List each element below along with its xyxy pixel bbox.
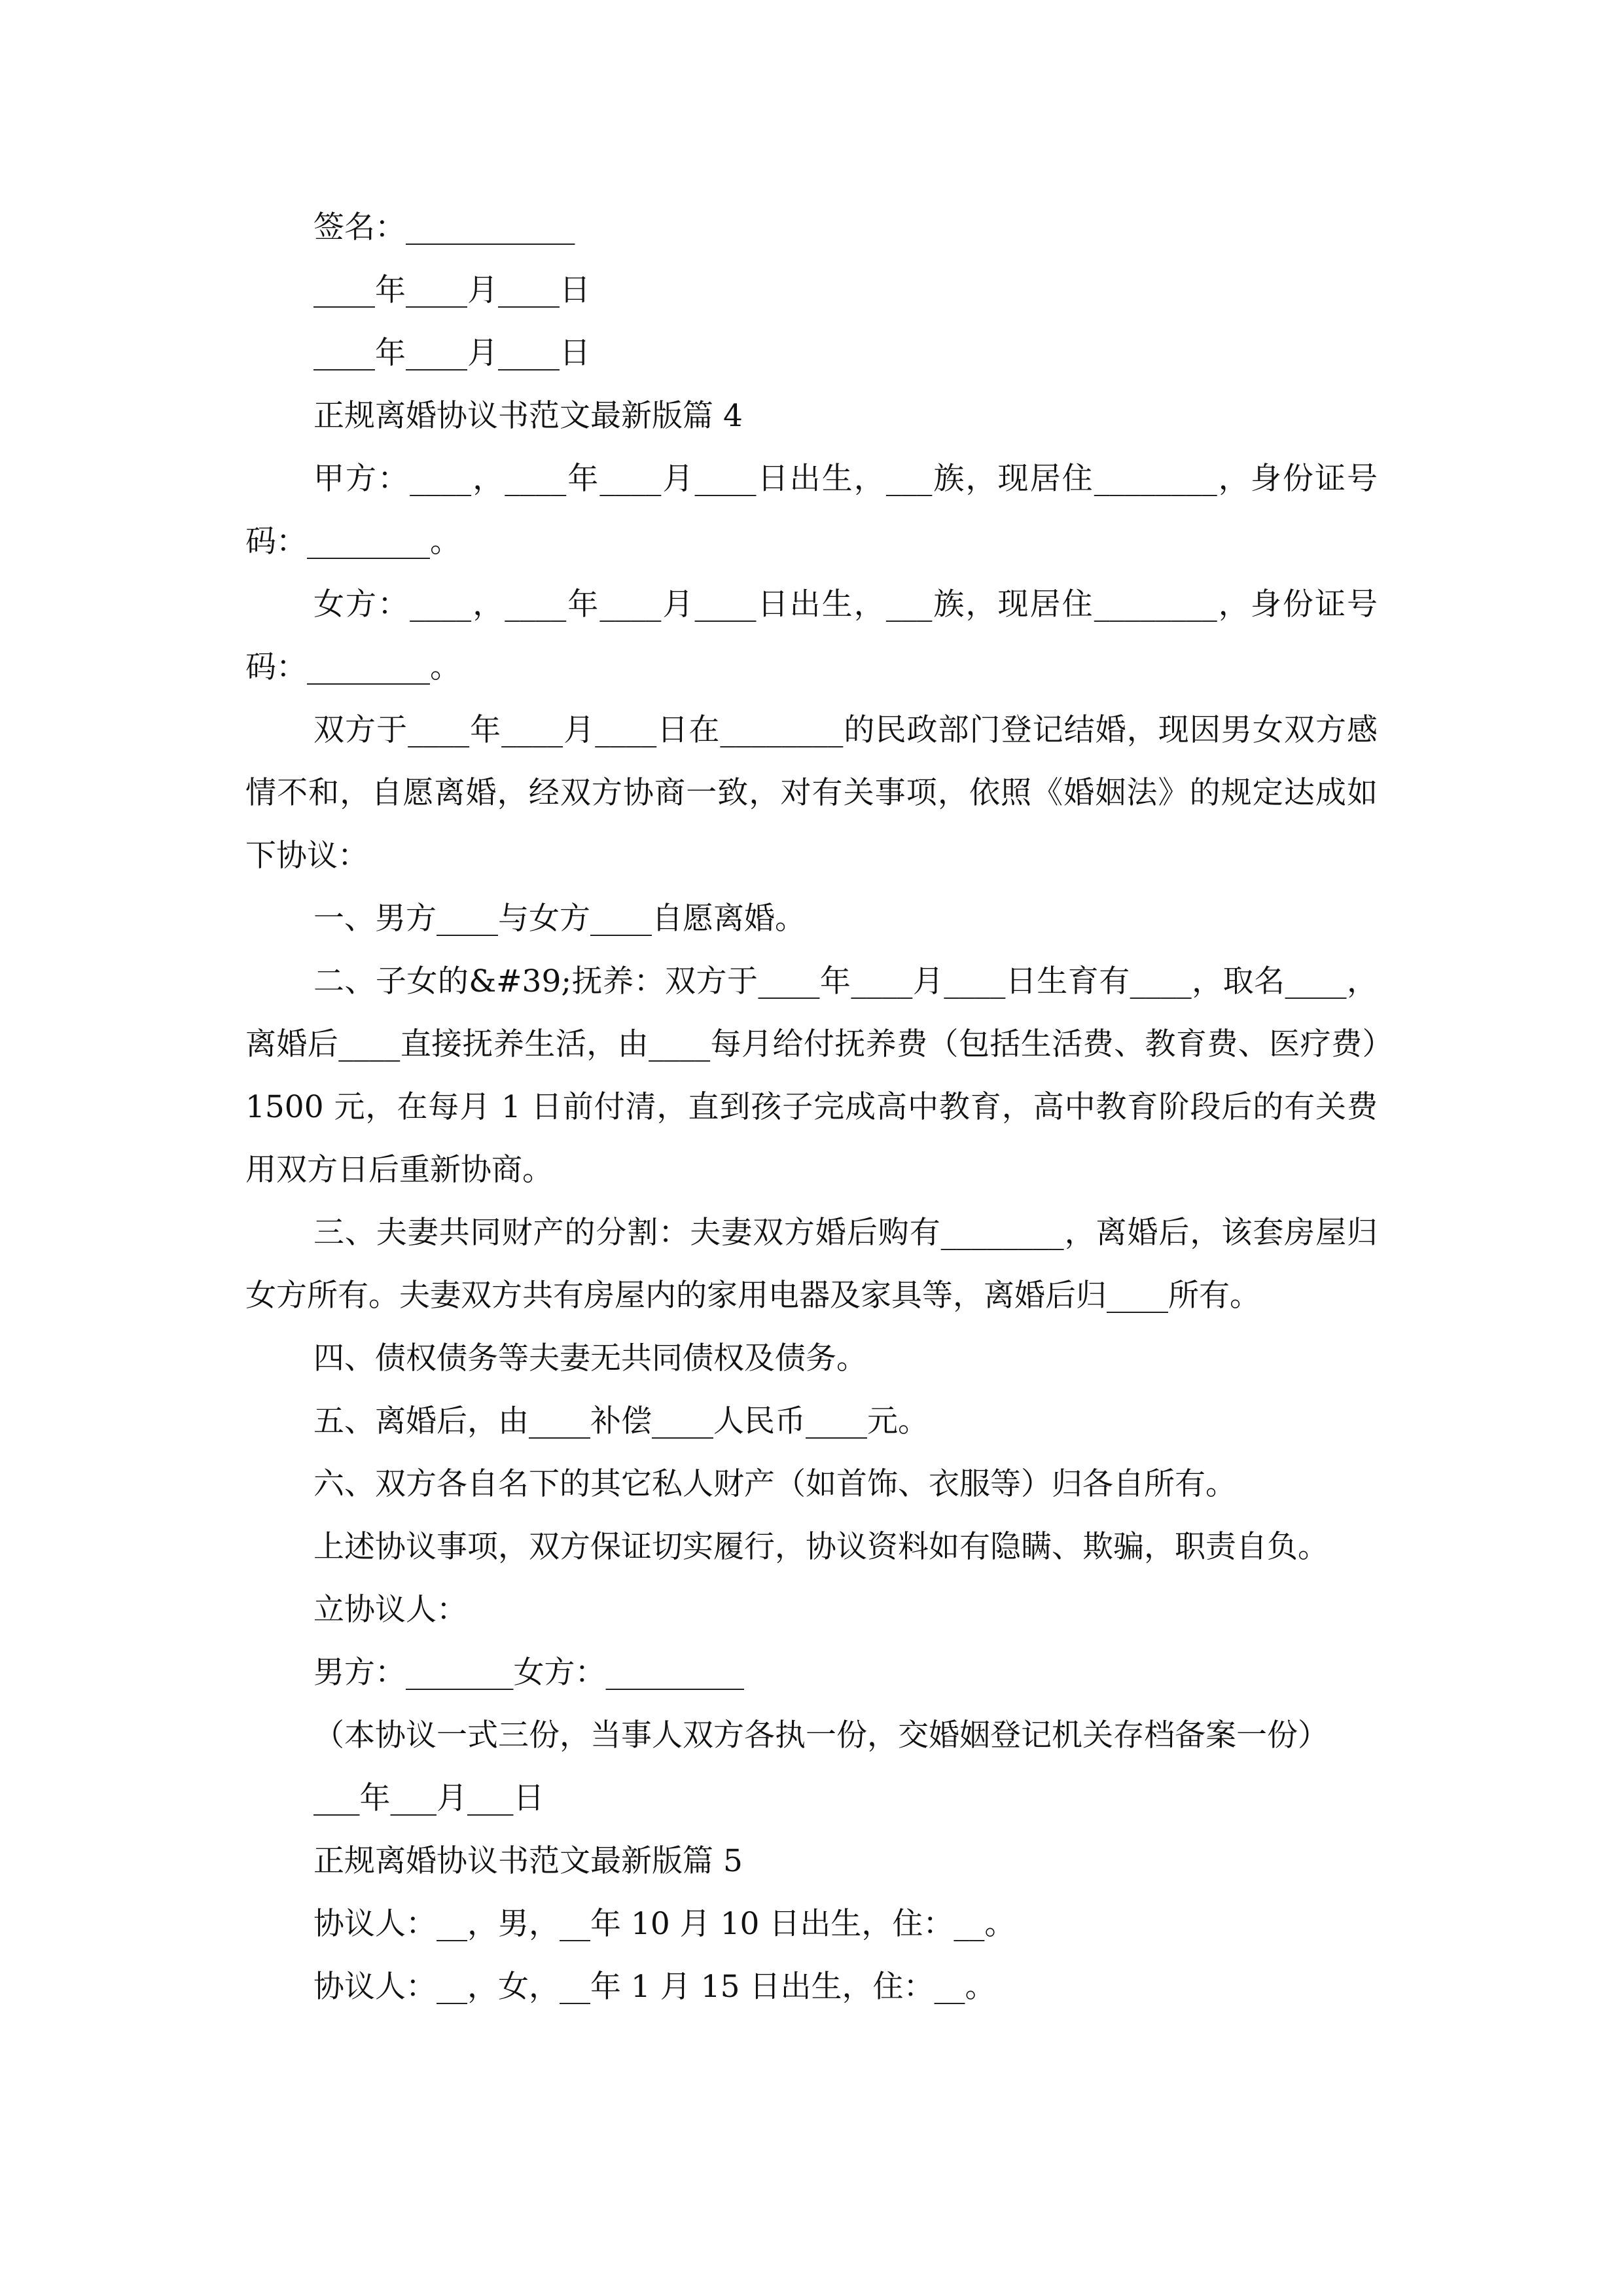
party-b-info: 女方：____，____年____月____日出生，___族，现居住________，身份证号码：________。 — [245, 586, 1378, 685]
guarantee-statement: 上述协议事项，双方保证切实履行，协议资料如有隐瞒、欺骗，职责自负。 — [313, 1529, 1329, 1565]
signatories-label: 立协议人： — [313, 1592, 467, 1628]
party-info: 协议人：__，男，__年 10 月 10 日出生，住：__。 — [313, 1906, 1016, 1942]
marriage-paragraph: 双方于____年____月____日在________的民政部门登记结婚，现因男女双方感情不和，自愿离婚，经双方协商一致，对有关事项，依照《婚姻法》的规定达成如下协议： — [245, 712, 1378, 874]
party-info: 协议人：__，女，__年 1 月 15 日出生，住：__。 — [313, 1969, 996, 2005]
clause-4: 四、债权债务等夫妻无共同债权及债务。 — [313, 1340, 867, 1376]
clause-2: 二、子女的&#39;抚养：双方于____年____月____日生育有____，取名____，离婚后____直接抚养生活，由____每月给付抚养费（包括生活费、教育费、医疗费）1500 元，在每月 1 日前付清，直到孩子完成高中教育，高中教育阶段后的有关费用双方日后重新协商。 — [245, 963, 1378, 1188]
section-title: 正规离婚协议书范文最新版篇 5 — [313, 1843, 743, 1879]
date-line: ___年___月___日 — [313, 1780, 544, 1816]
clause-3: 三、夫妻共同财产的分割：夫妻双方婚后购有________，离婚后，该套房屋归女方所有。夫妻双方共有房屋内的家用电器及家具等，离婚后归____所有。 — [245, 1215, 1378, 1314]
clause-1: 一、男方____与女方____自愿离婚。 — [313, 901, 806, 937]
copies-note: （本协议一式三份，当事人双方各执一份，交婚姻登记机关存档备案一份） — [313, 1717, 1329, 1753]
clause-6: 六、双方各自名下的其它私人财产（如首饰、衣服等）归各自所有。 — [313, 1466, 1236, 1502]
signatories-line: 男方：_______女方：_________ — [313, 1655, 744, 1691]
clause-5: 五、离婚后，由____补偿____人民币____元。 — [313, 1403, 929, 1439]
section-title: 正规离婚协议书范文最新版篇 4 — [313, 398, 743, 434]
date-line: ____年____月____日 — [313, 335, 590, 371]
date-line: ____年____月____日 — [313, 272, 590, 308]
party-a-info: 甲方：____，____年____月____日出生，___族，现居住________，身份证号码：________。 — [245, 461, 1378, 560]
signature-line: 签名：___________ — [313, 209, 575, 245]
document-body — [245, 196, 1378, 2018]
